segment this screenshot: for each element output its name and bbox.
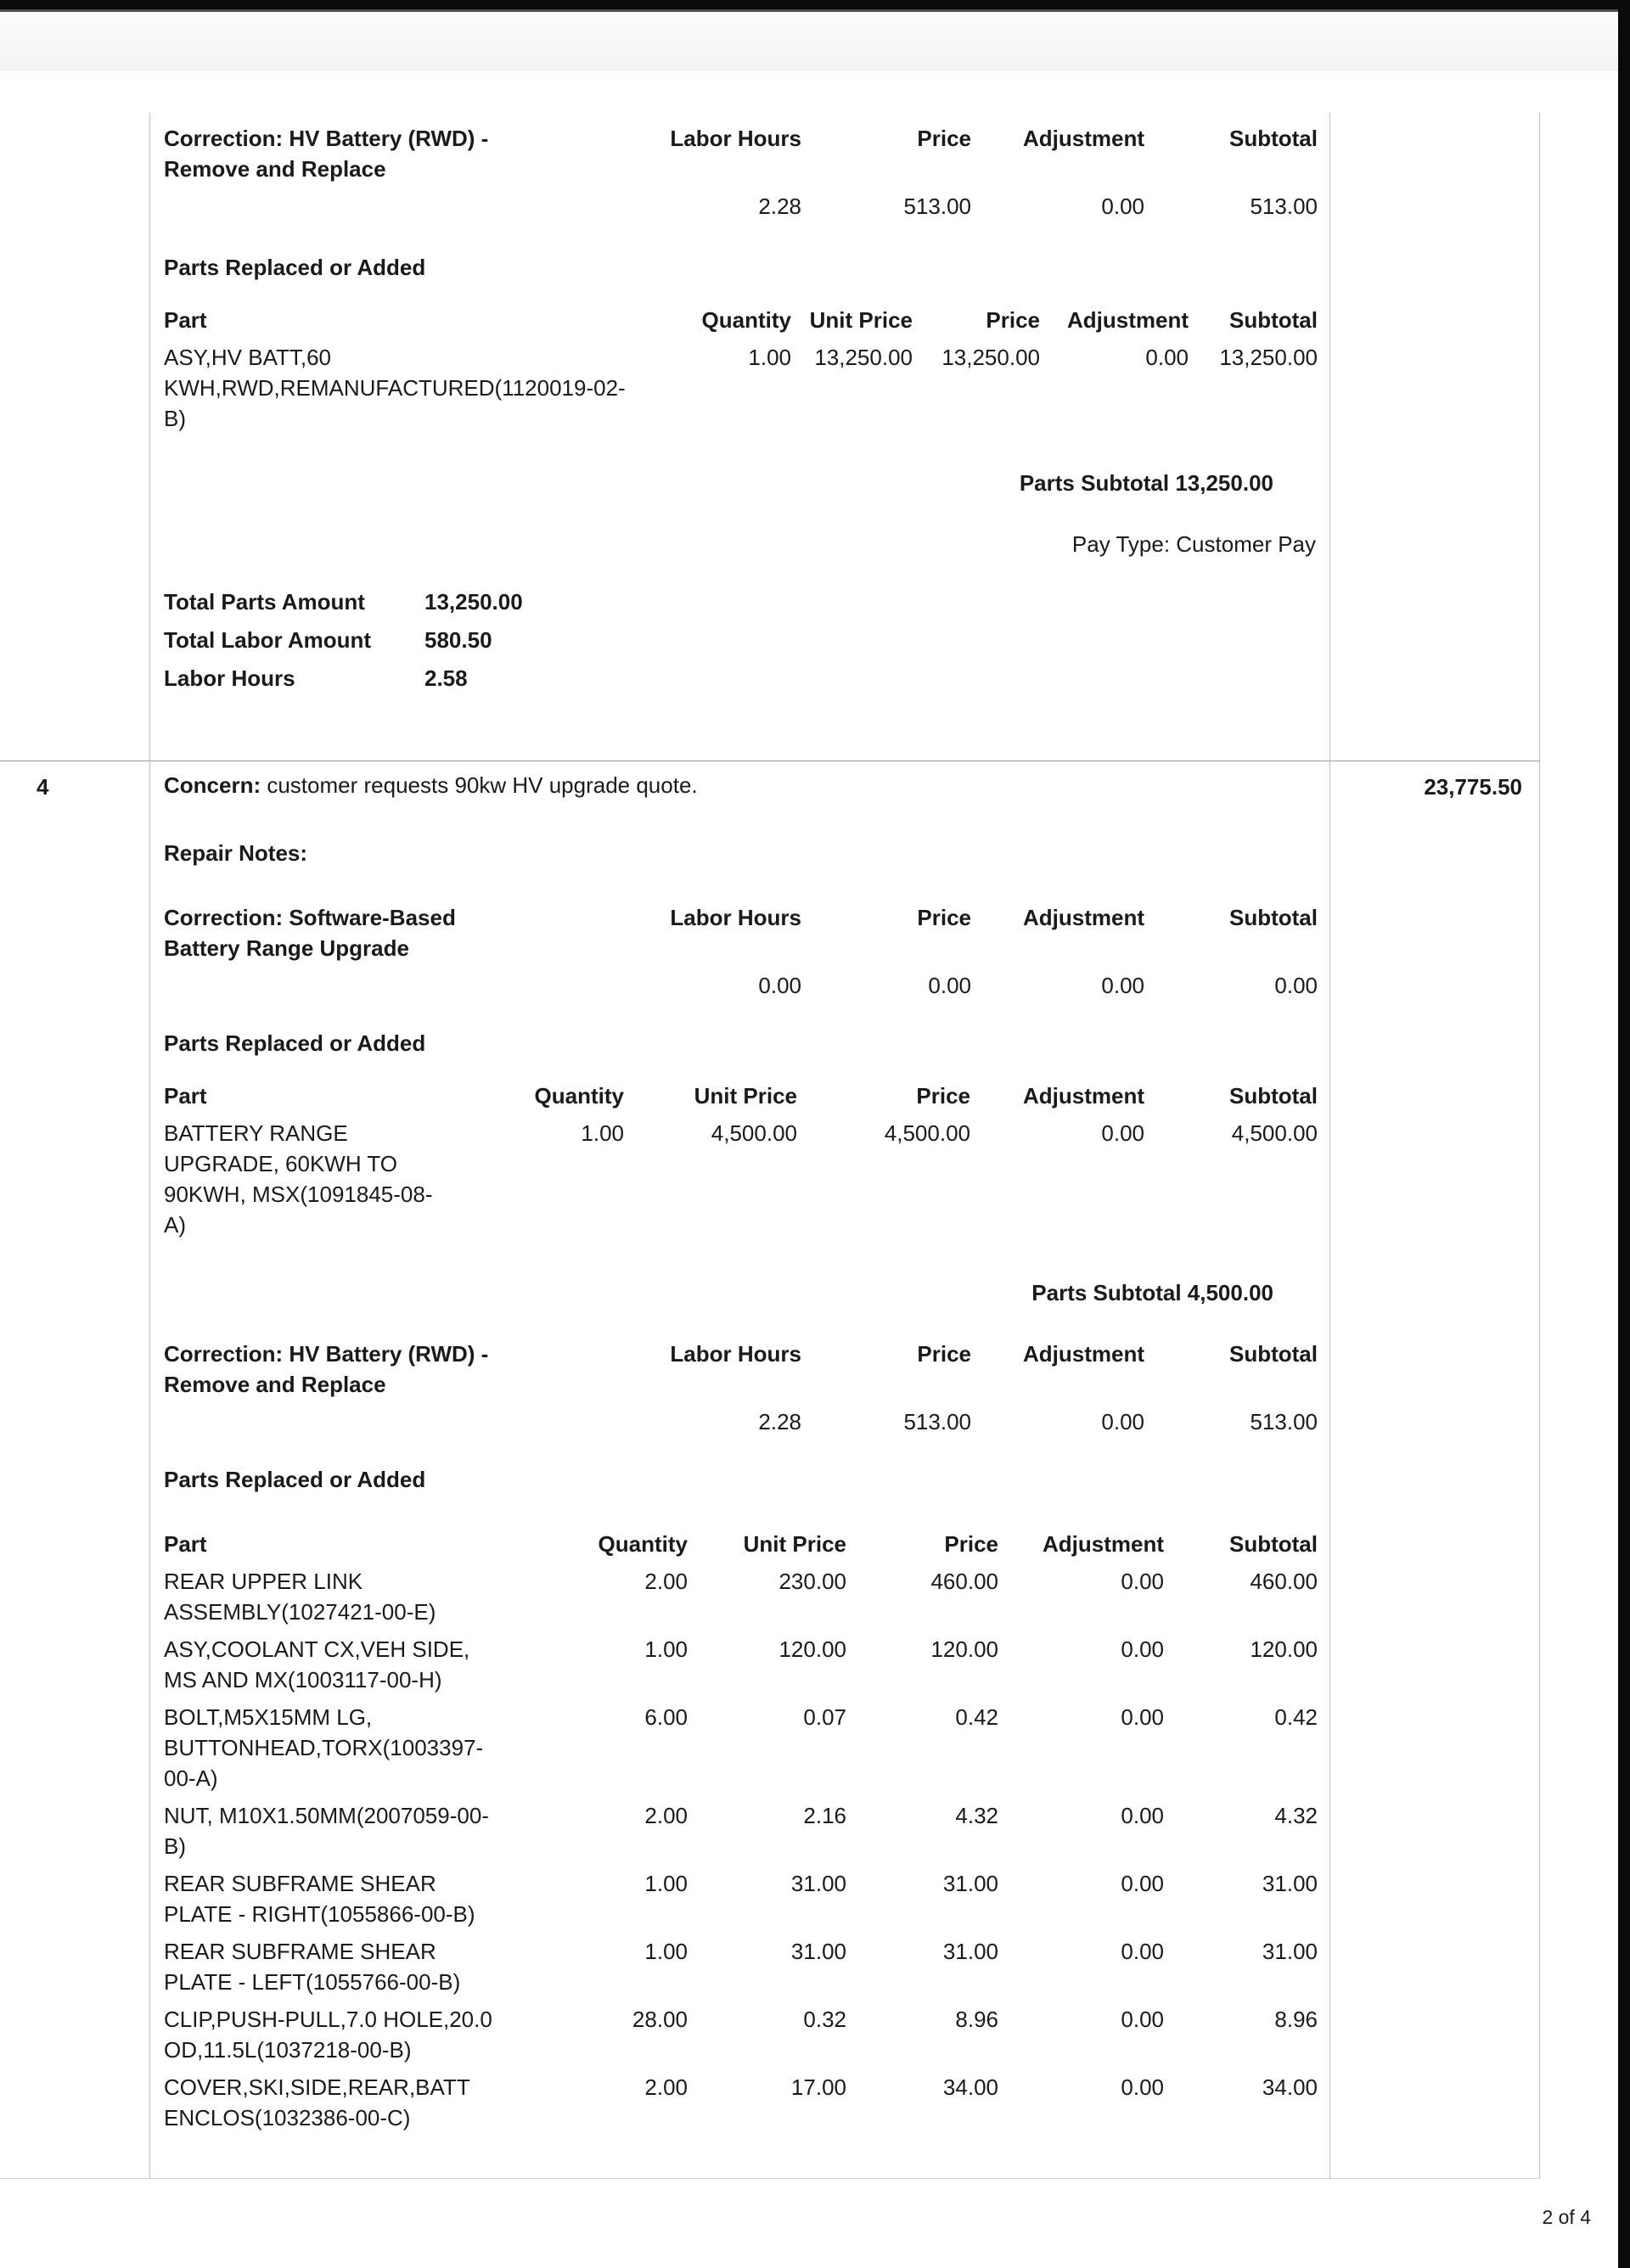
adjustment-value: 0.00 (1101, 1409, 1144, 1434)
part-adjustment: 0.00 (1121, 1803, 1164, 1828)
total-labor-value: 580.50 (424, 627, 492, 653)
part-quantity: 1.00 (748, 345, 791, 370)
part-subtotal: 31.00 (1262, 1939, 1318, 1964)
subtotal-value: 0.00 (1274, 973, 1318, 998)
parts-subtotal-line (164, 468, 1316, 498)
viewer-top-bar (0, 0, 1630, 12)
line-item-4-details (149, 761, 1330, 2178)
part-unit-price: 4,500.00 (711, 1120, 797, 1146)
subtotal-value: 513.00 (1250, 1409, 1318, 1434)
parts-subtotal-line (164, 1277, 1316, 1308)
adjustment-header: Adjustment (1023, 905, 1144, 930)
part-unit-price: 0.32 (803, 2007, 846, 2032)
adjustment-value: 0.00 (1101, 194, 1144, 219)
total-parts-value: 13,250.00 (424, 589, 523, 615)
part-name: COVER,SKI,SIDE,REAR,BATT ENCLOS(1032386-00-C) (164, 2074, 470, 2130)
part-price: 31.00 (942, 1871, 998, 1896)
adjustment-header: Adjustment (1043, 1531, 1164, 1557)
part-name: REAR SUBFRAME SHEAR PLATE - LEFT(1055766-00-B) (164, 1939, 461, 1995)
labor-hours-header: Labor Hours (670, 126, 801, 151)
quantity-header: Quantity (534, 1083, 624, 1109)
parts-table-hv-battery (164, 305, 1318, 441)
subtotal-header: Subtotal (1229, 1531, 1318, 1557)
correction-title: Correction: Software-Based Battery Range Upgrade (164, 905, 456, 961)
part-subtotal: 4.32 (1274, 1803, 1318, 1828)
part-row (164, 1566, 1318, 1634)
part-subtotal: 0.42 (1274, 1704, 1318, 1730)
concern-text: customer requests 90kw HV upgrade quote. (261, 772, 698, 798)
part-price: 4.32 (955, 1803, 998, 1828)
labor-hours-value: 0.00 (758, 973, 801, 998)
part-unit-price: 230.00 (778, 1569, 846, 1594)
line-item-3-number-cell (0, 113, 149, 761)
part-adjustment: 0.00 (1121, 2074, 1164, 2100)
part-unit-price: 120.00 (778, 1636, 846, 1662)
part-quantity: 1.00 (581, 1120, 624, 1146)
service-estimate-table (0, 113, 1540, 2179)
total-labor-row (164, 625, 1316, 655)
subtotal-value: 513.00 (1250, 194, 1318, 219)
labor-hours-label: Labor Hours (164, 665, 295, 691)
part-row (164, 1868, 1318, 1936)
part-quantity: 6.00 (644, 1704, 688, 1730)
part-subtotal: 34.00 (1262, 2074, 1318, 2100)
empty-cell (164, 963, 515, 1001)
part-row (164, 1634, 1318, 1702)
parts-subtotal-label: Parts Subtotal (1019, 470, 1170, 496)
part-subtotal: 460.00 (1250, 1569, 1318, 1594)
part-name: NUT, M10X1.50MM(2007059-00-B) (164, 1803, 489, 1859)
part-header: Part (164, 307, 207, 333)
line-item-3-details (149, 113, 1330, 761)
correction-hv-battery-summary (164, 123, 1318, 222)
part-row (164, 342, 1318, 441)
line-item-4-amount: 23,775.50 (1330, 761, 1540, 2178)
correction-software-upgrade-summary (164, 902, 1318, 1001)
labor-hours-value: 2.28 (758, 1409, 801, 1434)
part-subtotal: 13,250.00 (1219, 345, 1318, 370)
labor-hours-value: 2.28 (758, 194, 801, 219)
unit-price-header: Unit Price (743, 1531, 846, 1557)
part-quantity: 28.00 (632, 2007, 688, 2032)
part-subtotal: 8.96 (1274, 2007, 1318, 2032)
part-row (164, 2004, 1318, 2072)
labor-hours-header: Labor Hours (670, 905, 801, 930)
concern-line (164, 770, 1316, 800)
adjustment-header: Adjustment (1023, 1341, 1144, 1367)
pay-type-line: Pay Type: Customer Pay (1071, 531, 1316, 557)
part-unit-price: 17.00 (790, 2074, 846, 2100)
price-value: 0.00 (928, 973, 971, 998)
empty-cell (164, 1400, 515, 1437)
correction-hv-battery-summary-2 (164, 1339, 1318, 1437)
labor-hours-row (164, 663, 1316, 693)
adjustment-value: 0.00 (1101, 973, 1144, 998)
item-totals (164, 587, 1316, 693)
part-price: 31.00 (942, 1939, 998, 1964)
part-price: 4,500.00 (884, 1120, 970, 1146)
price-header: Price (917, 905, 971, 930)
part-adjustment: 0.00 (1121, 1636, 1164, 1662)
part-name: REAR UPPER LINK ASSEMBLY(1027421-00-E) (164, 1569, 436, 1625)
subtotal-header: Subtotal (1229, 1341, 1318, 1367)
adjustment-header: Adjustment (1023, 1083, 1144, 1109)
quantity-header: Quantity (701, 307, 791, 333)
viewer-right-bar (1618, 0, 1630, 2268)
concern-label: Concern: (164, 772, 261, 798)
part-price: 460.00 (930, 1569, 998, 1594)
part-unit-price: 2.16 (803, 1803, 846, 1828)
labor-hours-header: Labor Hours (670, 1341, 801, 1367)
parts-replaced-label: Parts Replaced or Added (164, 255, 426, 280)
part-unit-price: 31.00 (790, 1939, 846, 1964)
part-adjustment: 0.00 (1101, 1120, 1144, 1146)
price-value: 513.00 (903, 1409, 971, 1434)
price-header: Price (986, 307, 1040, 333)
page-top-margin-strip (0, 12, 1630, 70)
part-header: Part (164, 1531, 207, 1557)
part-subtotal: 4,500.00 (1231, 1120, 1318, 1146)
part-unit-price: 31.00 (790, 1871, 846, 1896)
part-unit-price: 13,250.00 (814, 345, 913, 370)
line-item-4-number: 4 (0, 761, 149, 2178)
empty-cell (164, 184, 515, 222)
parts-replaced-label: Parts Replaced or Added (164, 1030, 426, 1056)
price-header: Price (944, 1531, 998, 1557)
part-price: 34.00 (942, 2074, 998, 2100)
quantity-header: Quantity (598, 1531, 688, 1557)
total-parts-row (164, 587, 1316, 617)
adjustment-header: Adjustment (1067, 307, 1189, 333)
line-item-3-amount-cell (1330, 113, 1540, 761)
part-price: 0.42 (955, 1704, 998, 1730)
part-name: REAR SUBFRAME SHEAR PLATE - RIGHT(1055866-00-B) (164, 1871, 475, 1927)
parts-subtotal-value: 13,250.00 (1175, 470, 1273, 496)
part-name: ASY,HV BATT,60 KWH,RWD,REMANUFACTURED(1120019-02-B) (164, 345, 626, 431)
part-quantity: 1.00 (644, 1939, 688, 1964)
correction-title: Correction: HV Battery (RWD) - Remove and Replace (164, 1341, 489, 1397)
price-header: Price (917, 126, 971, 151)
page-number: 2 of 4 (1542, 2206, 1591, 2228)
subtotal-header: Subtotal (1229, 1083, 1318, 1109)
part-row (164, 1936, 1318, 2004)
repair-notes-label: Repair Notes: (164, 840, 308, 866)
total-labor-label: Total Labor Amount (164, 627, 372, 653)
part-quantity: 2.00 (644, 1803, 688, 1828)
unit-price-header: Unit Price (694, 1083, 797, 1109)
adjustment-header: Adjustment (1023, 126, 1144, 151)
price-header: Price (916, 1083, 970, 1109)
part-price: 120.00 (930, 1636, 998, 1662)
part-subtotal: 120.00 (1250, 1636, 1318, 1662)
subtotal-header: Subtotal (1229, 126, 1318, 151)
part-adjustment: 0.00 (1121, 1704, 1164, 1730)
parts-replaced-label: Parts Replaced or Added (164, 1467, 426, 1492)
part-row (164, 1800, 1318, 1868)
subtotal-header: Subtotal (1229, 905, 1318, 930)
part-name: CLIP,PUSH-PULL,7.0 HOLE,20.0 OD,11.5L(1037218-00-B) (164, 2007, 492, 2063)
part-row (164, 1118, 1318, 1247)
part-adjustment: 0.00 (1121, 1871, 1164, 1896)
price-header: Price (917, 1341, 971, 1367)
price-value: 513.00 (903, 194, 971, 219)
parts-subtotal-value: 4,500.00 (1187, 1280, 1273, 1305)
part-subtotal: 31.00 (1262, 1871, 1318, 1896)
parts-table-hv-battery-rr (164, 1529, 1318, 2140)
part-unit-price: 0.07 (803, 1704, 846, 1730)
labor-hours-value: 2.58 (424, 665, 468, 691)
parts-table-software-upgrade (164, 1081, 1318, 1247)
subtotal-header: Subtotal (1229, 307, 1318, 333)
part-adjustment: 0.00 (1145, 345, 1189, 370)
part-row (164, 2072, 1318, 2140)
part-adjustment: 0.00 (1121, 2007, 1164, 2032)
part-adjustment: 0.00 (1121, 1569, 1164, 1594)
part-name: BATTERY RANGE UPGRADE, 60KWH TO 90KWH, MSX(1091845-08-A) (164, 1120, 433, 1238)
part-header: Part (164, 1083, 207, 1109)
part-adjustment: 0.00 (1121, 1939, 1164, 1964)
part-quantity: 2.00 (644, 2074, 688, 2100)
correction-title: Correction: HV Battery (RWD) - Remove and Replace (164, 126, 489, 182)
total-parts-label: Total Parts Amount (164, 589, 365, 615)
unit-price-header: Unit Price (809, 307, 913, 333)
part-quantity: 1.00 (644, 1636, 688, 1662)
part-quantity: 1.00 (644, 1871, 688, 1896)
part-name: BOLT,M5X15MM LG, BUTTONHEAD,TORX(1003397-00-A) (164, 1704, 484, 1791)
parts-subtotal-label: Parts Subtotal (1031, 1280, 1182, 1305)
part-price: 13,250.00 (941, 345, 1040, 370)
part-name: ASY,COOLANT CX,VEH SIDE, MS AND MX(1003117-00-H) (164, 1636, 470, 1693)
part-quantity: 2.00 (644, 1569, 688, 1594)
part-row (164, 1702, 1318, 1800)
part-price: 8.96 (955, 2007, 998, 2032)
